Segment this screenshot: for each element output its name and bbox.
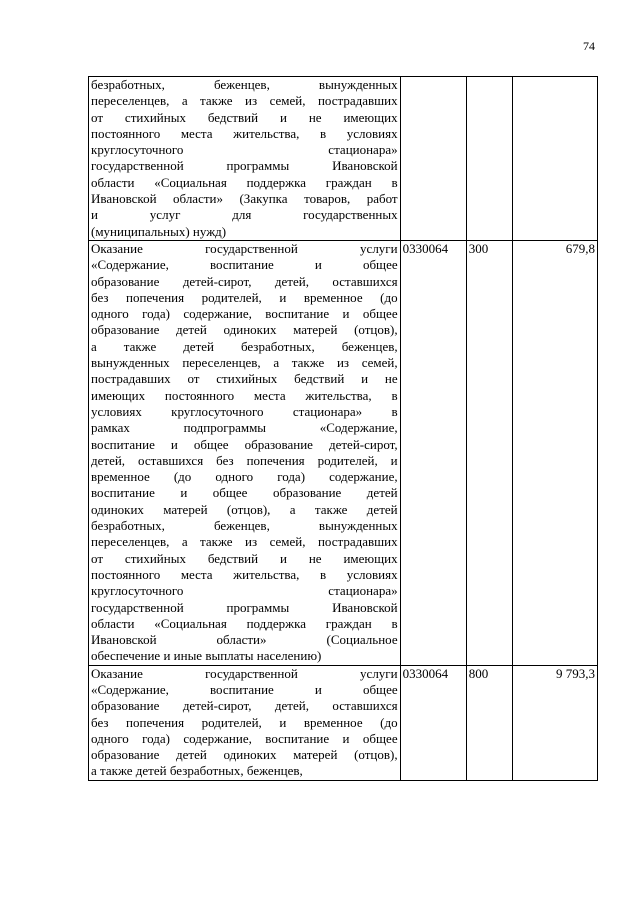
description-line: обеспечение и иные выплаты населению) <box>91 648 322 664</box>
table-row <box>89 240 598 665</box>
budget-table-body <box>89 77 598 781</box>
page-number: 74 <box>583 39 595 53</box>
description-line: Ивановской области» (Закупка товаров, работ <box>91 191 398 207</box>
target-article-code <box>400 77 466 241</box>
description-line: образование детей-сирот, детей, оставшихся <box>91 273 398 289</box>
description-line: одного года) содержание, воспитание и общее <box>91 306 398 322</box>
row-description <box>89 665 401 780</box>
description-line: рамках подпрограммы «Содержание, <box>91 420 398 436</box>
description-line: круглосуточного стационара» <box>91 142 398 158</box>
table-row <box>89 77 598 241</box>
amount-value: 679,8 <box>512 240 597 665</box>
description-line: переселенцев, а также из семей, пострадавших <box>91 534 398 550</box>
row-description <box>89 240 401 665</box>
amount-value: 9 793,3 <box>512 665 597 780</box>
description-line: и услуг для государственных <box>91 207 398 223</box>
description-line: переселенцев, а также из семей, пострадавших <box>91 93 398 109</box>
description-line: безработных, беженцев, вынужденных <box>91 518 398 534</box>
description-line: области «Социальная поддержка граждан в <box>91 615 398 631</box>
description-line: одиноких матерей (отцов), а также детей <box>91 501 398 517</box>
description-line: «Содержание, воспитание и общее <box>91 257 398 273</box>
description-line: образование детей-сирот, детей, оставшихся <box>91 698 398 714</box>
table-row <box>89 665 598 780</box>
description-line: (муниципальных) нужд) <box>91 223 227 239</box>
target-article-code: 0330064 <box>400 665 466 780</box>
description-line: детей, оставшихся без попечения родителей, и <box>91 452 398 468</box>
expense-type-code: 800 <box>466 665 512 780</box>
description-line: области «Социальная поддержка граждан в <box>91 174 398 190</box>
description-line: от стихийных бедствий и не имеющих <box>91 109 398 125</box>
description-line: одного года) содержание, воспитание и общее <box>91 730 398 746</box>
target-article-code: 0330064 <box>400 240 466 665</box>
description-line: государственной программы Ивановской <box>91 158 398 174</box>
expense-type-code: 300 <box>466 240 512 665</box>
description-line: от стихийных бедствий и не имеющих <box>91 550 398 566</box>
description-line: а также детей безработных, беженцев, <box>91 763 303 779</box>
description-line: постоянного места жительства, в условиях <box>91 566 398 582</box>
description-line: государственной программы Ивановской <box>91 599 398 615</box>
description-line: «Содержание, воспитание и общее <box>91 681 398 697</box>
description-line: без попечения родителей, и временное (до <box>91 714 398 730</box>
description-line: круглосуточного стационара» <box>91 583 398 599</box>
description-line: пострадавших от стихийных бедствий и не <box>91 371 398 387</box>
row-description <box>89 77 401 241</box>
description-line: имеющих постоянного места жительства, в <box>91 387 398 403</box>
description-line: Оказание государственной услуги <box>91 665 398 681</box>
description-line: без попечения родителей, и временное (до <box>91 289 398 305</box>
description-line: воспитание и общее образование детей-сирот, <box>91 436 398 452</box>
description-line: Ивановской области» (Социальное <box>91 632 398 648</box>
amount-value <box>512 77 597 241</box>
description-line: воспитание и общее образование детей <box>91 485 398 501</box>
description-line: а также детей безработных, беженцев, <box>91 338 398 354</box>
budget-table <box>88 76 598 781</box>
description-line: безработных, беженцев, вынужденных <box>91 77 398 92</box>
description-line: образование детей одиноких матерей (отцов), <box>91 322 398 338</box>
description-line: образование детей одиноких матерей (отцов), <box>91 747 398 763</box>
description-line: вынужденных переселенцев, а также из семей, <box>91 355 398 371</box>
description-line: постоянного места жительства, в условиях <box>91 125 398 141</box>
description-line: условиях круглосуточного стационара» в <box>91 403 398 419</box>
description-line: временное (до одного года) содержание, <box>91 469 398 485</box>
description-line: Оказание государственной услуги <box>91 240 398 256</box>
expense-type-code <box>466 77 512 241</box>
